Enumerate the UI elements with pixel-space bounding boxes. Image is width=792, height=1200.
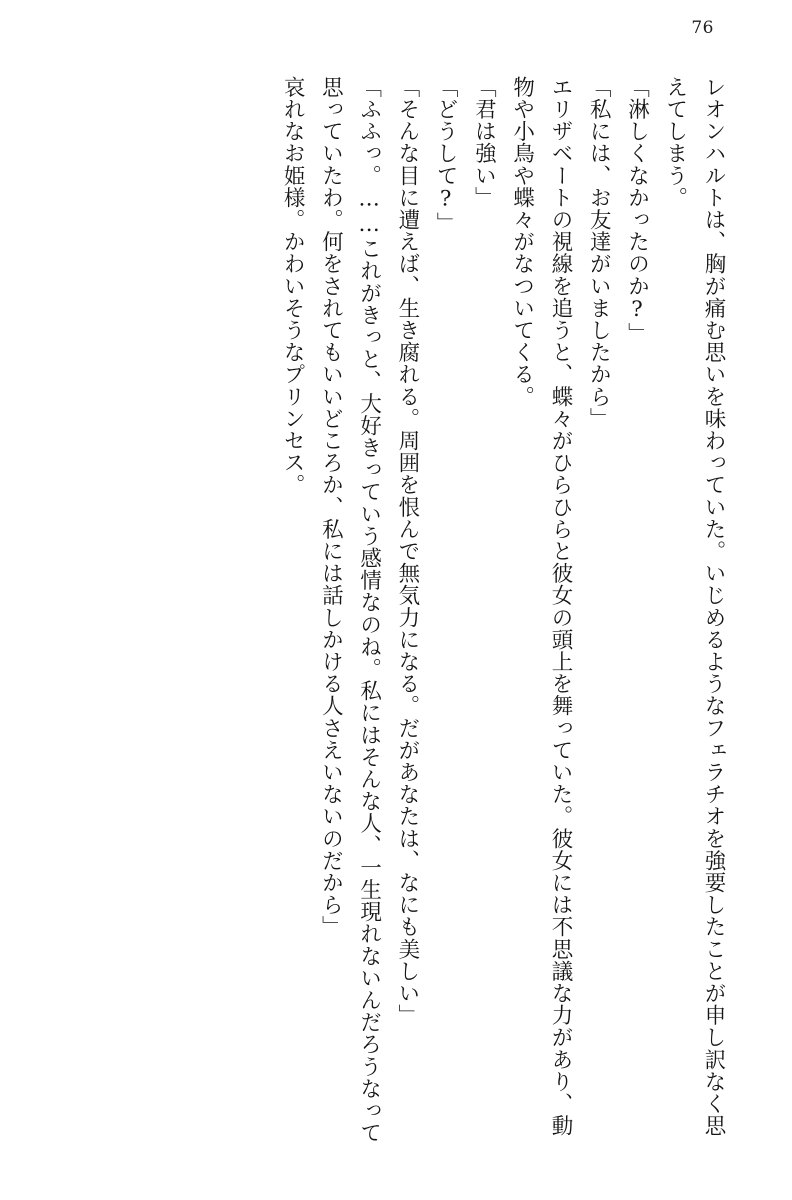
paragraph: 「淋しくなかったのか?」 xyxy=(624,76,650,345)
page-body-text xyxy=(48,76,732,1146)
paragraph: 「どうして?」 xyxy=(433,76,459,235)
paragraph: 「君は強い」 xyxy=(471,76,497,209)
paragraph: エリザベートの視線を追うと、蝶々がひらひらと彼女の頭上を舞っていた。彼女には不思議な力があり、動物や小鳥や蝶々がなついてくる。 xyxy=(509,76,573,1137)
paragraph: 哀れなお姫様。かわいそうなプリンセス。 xyxy=(280,76,306,496)
paragraph: 「そんな目に遭えば、生き腐れる。周囲を恨んで無気力になる。だがあなたは、なにも美しい」 xyxy=(394,76,420,1027)
page-number: 76 xyxy=(691,18,714,38)
paragraph: 「私には、お友達がいましたから」 xyxy=(586,76,612,430)
paragraph: 「ふふっ。……これがきっと、大好きっていう感情なのね。私にはそんな人、一生現れないんだろうなって思っていたわ。何をされてもいいどころか、私には話しかける人さえいないのだから」 xyxy=(318,76,382,1144)
paragraph: レオンハルトは、胸が痛む思いを味わっていた。いじめるようなフェラチオを強要したことが申し訳なく思えてしまう。 xyxy=(662,76,726,1137)
